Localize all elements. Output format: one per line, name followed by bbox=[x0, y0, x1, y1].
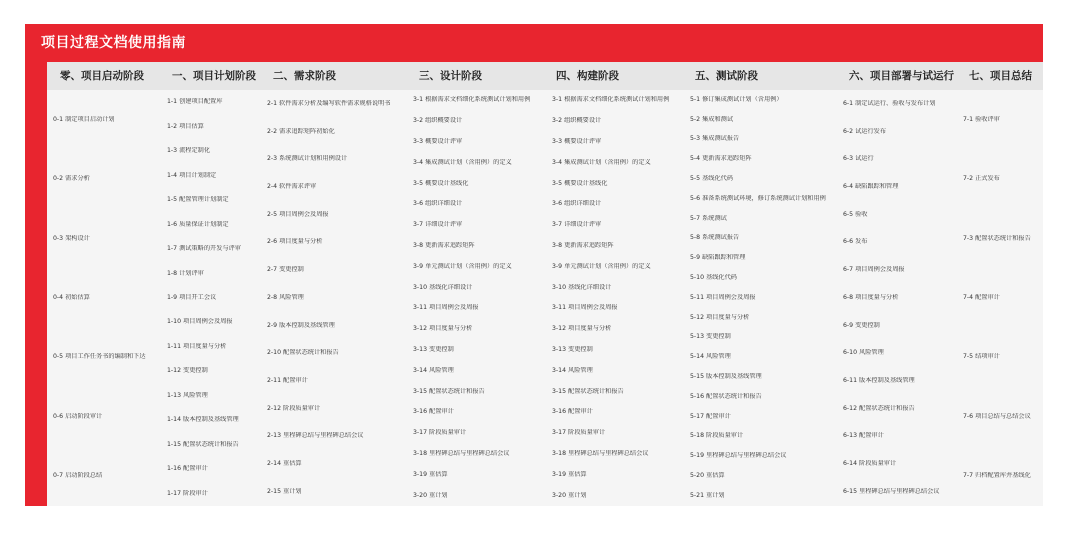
list-item: 2-14 重估算 bbox=[267, 460, 302, 468]
list-item: 6-12 配置状态统计和报告 bbox=[843, 404, 915, 412]
list-item: 2-12 阶段质量审计 bbox=[267, 404, 321, 412]
list-item: 1-16 配置审计 bbox=[167, 465, 208, 473]
list-item: 0-7 启动阶段总结 bbox=[53, 472, 103, 480]
list-item: 3-4 集成测试计划（含用例）的定义 bbox=[413, 158, 512, 166]
list-item: 1-7 测试策略的开发与评审 bbox=[167, 245, 241, 253]
list-item: 3-16 配置审计 bbox=[413, 408, 454, 416]
list-item: 6-10 风险管理 bbox=[843, 349, 884, 357]
list-item: 5-9 缺陷跟踪和管理 bbox=[690, 254, 746, 262]
list-item: 5-21 重计划 bbox=[690, 491, 725, 499]
list-item: 3-18 里程碑总结与里程碑总结会议 bbox=[552, 449, 649, 457]
list-item: 3-19 重估算 bbox=[552, 470, 587, 478]
phase-column-1 bbox=[167, 90, 265, 506]
list-item: 3-6 组织详细设计 bbox=[413, 200, 463, 208]
list-item: 5-19 里程碑总结与里程碑总结会议 bbox=[690, 452, 787, 460]
header-phase-4: 四、构建阶段 bbox=[556, 70, 619, 82]
list-item: 3-9 单元测试计划（含用例）的定义 bbox=[413, 262, 512, 270]
phase-column-5 bbox=[690, 90, 836, 506]
phase-column-3 bbox=[413, 90, 547, 506]
list-item: 2-2 需求追踪矩阵初始化 bbox=[267, 127, 335, 135]
list-item: 3-6 组织详细设计 bbox=[552, 200, 602, 208]
list-item: 2-4 软件需求评审 bbox=[267, 183, 317, 191]
table-header bbox=[47, 62, 1043, 90]
list-item: 5-2 集成和测试 bbox=[690, 115, 734, 123]
list-item: 7-3 配置状态统计和报告 bbox=[963, 234, 1031, 242]
list-item: 1-8 计划评审 bbox=[167, 269, 204, 277]
list-item: 5-5 基线化代码 bbox=[690, 175, 734, 183]
list-item: 3-3 概要设计评审 bbox=[413, 137, 463, 145]
list-item: 2-11 配置审计 bbox=[267, 377, 308, 385]
list-item: 0-4 初始估算 bbox=[53, 293, 90, 301]
page-title: 项目过程文档使用指南 bbox=[41, 35, 186, 51]
list-item: 2-1 软件需求分析及编写软件需求规格说明书 bbox=[267, 99, 391, 107]
list-item: 7-5 结项审计 bbox=[963, 353, 1000, 361]
list-item: 6-6 发布 bbox=[843, 238, 868, 246]
list-item: 5-16 配置状态统计和报告 bbox=[690, 392, 762, 400]
header-phase-0: 零、项目启动阶段 bbox=[60, 70, 144, 82]
list-item: 3-13 变更控制 bbox=[552, 345, 593, 353]
list-item: 7-1 验收评审 bbox=[963, 115, 1000, 123]
list-item: 3-17 阶段质量审计 bbox=[413, 429, 467, 437]
list-item: 2-9 版本控制及基线管理 bbox=[267, 321, 335, 329]
list-item: 1-9 项目开工会议 bbox=[167, 293, 217, 301]
list-item: 1-13 风险管理 bbox=[167, 391, 208, 399]
list-item: 1-15 配置状态统计和报告 bbox=[167, 440, 239, 448]
list-item: 0-1 制定项目启动计划 bbox=[53, 115, 115, 123]
list-item: 5-17 配置审计 bbox=[690, 412, 731, 420]
list-item: 5-14 风险管理 bbox=[690, 353, 731, 361]
list-item: 3-1 根据需求文档细化系统测试计划和用例 bbox=[552, 96, 670, 104]
guide-card bbox=[25, 24, 1043, 506]
list-item: 1-3 流程定制化 bbox=[167, 147, 211, 155]
list-item: 6-1 制定试运行、验收与发布计划 bbox=[843, 99, 936, 107]
header-phase-3: 三、设计阶段 bbox=[419, 70, 482, 82]
list-item: 3-7 详细设计评审 bbox=[552, 221, 602, 229]
list-item: 3-12 项目度量与分析 bbox=[552, 325, 612, 333]
list-item: 1-17 阶段审计 bbox=[167, 489, 208, 497]
list-item: 6-9 变更控制 bbox=[843, 321, 880, 329]
header-phase-2: 二、需求阶段 bbox=[273, 70, 336, 82]
list-item: 3-14 风险管理 bbox=[552, 366, 593, 374]
list-item: 5-20 重估算 bbox=[690, 472, 725, 480]
list-item: 3-20 重计划 bbox=[552, 491, 587, 499]
list-item: 3-15 配置状态统计和报告 bbox=[552, 387, 624, 395]
list-item: 6-3 试运行 bbox=[843, 155, 874, 163]
list-item: 2-6 项目度量与分析 bbox=[267, 238, 323, 246]
list-item: 2-7 变更控制 bbox=[267, 266, 304, 274]
list-item: 5-15 版本控制及基线管理 bbox=[690, 373, 762, 381]
list-item: 2-5 项目周例会及周报 bbox=[267, 210, 329, 218]
list-item: 3-18 里程碑总结与里程碑总结会议 bbox=[413, 449, 510, 457]
list-item: 1-5 配置管理计划制定 bbox=[167, 196, 229, 204]
phase-column-2 bbox=[267, 90, 407, 506]
list-item: 0-5 项目工作任务书的编制和下达 bbox=[53, 353, 146, 361]
list-item: 3-12 项目度量与分析 bbox=[413, 325, 473, 333]
list-item: 3-5 概要设计基线化 bbox=[413, 179, 469, 187]
list-item: 3-3 概要设计评审 bbox=[552, 137, 602, 145]
list-item: 3-4 集成测试计划（含用例）的定义 bbox=[552, 158, 651, 166]
phase-column-0 bbox=[53, 90, 161, 506]
list-item: 0-2 需求分析 bbox=[53, 175, 90, 183]
list-item: 3-10 基线化详细设计 bbox=[552, 283, 612, 291]
header-phase-1: 一、项目计划阶段 bbox=[172, 70, 256, 82]
list-item: 5-8 系统测试报告 bbox=[690, 234, 740, 242]
list-item: 7-7 归档配置库并基线化 bbox=[963, 472, 1031, 480]
list-item: 1-6 质量保证计划制定 bbox=[167, 220, 229, 228]
list-item: 3-10 基线化详细设计 bbox=[413, 283, 473, 291]
list-item: 2-10 配置状态统计和报告 bbox=[267, 349, 339, 357]
list-item: 2-8 风险管理 bbox=[267, 293, 304, 301]
list-item: 3-20 重计划 bbox=[413, 491, 448, 499]
list-item: 5-11 项目周例会及周报 bbox=[690, 293, 756, 301]
list-item: 2-15 重计划 bbox=[267, 487, 302, 495]
list-item: 5-18 阶段质量审计 bbox=[690, 432, 744, 440]
list-item: 3-17 阶段质量审计 bbox=[552, 429, 606, 437]
list-item: 3-8 更新需求追踪矩阵 bbox=[552, 241, 614, 249]
list-item: 1-4 项目计划制定 bbox=[167, 171, 217, 179]
phase-table bbox=[47, 62, 1043, 506]
list-item: 3-16 配置审计 bbox=[552, 408, 593, 416]
table-body bbox=[47, 90, 1043, 506]
list-item: 1-12 变更控制 bbox=[167, 367, 208, 375]
list-item: 7-2 正式发布 bbox=[963, 175, 1000, 183]
list-item: 0-6 启动阶段审计 bbox=[53, 412, 103, 420]
list-item: 2-3 系统测试计划和用例设计 bbox=[267, 155, 348, 163]
list-item: 3-2 组织概要设计 bbox=[552, 117, 602, 125]
list-item: 7-6 项目总结与总结会议 bbox=[963, 412, 1031, 420]
list-item: 3-7 详细设计评审 bbox=[413, 221, 463, 229]
list-item: 3-15 配置状态统计和报告 bbox=[413, 387, 485, 395]
list-item: 5-12 项目度量与分析 bbox=[690, 313, 750, 321]
list-item: 6-2 试运行发布 bbox=[843, 127, 887, 135]
list-item: 3-14 风险管理 bbox=[413, 366, 454, 374]
list-item: 3-5 概要设计基线化 bbox=[552, 179, 608, 187]
list-item: 1-11 项目度量与分析 bbox=[167, 342, 227, 350]
list-item: 5-3 集成测试报告 bbox=[690, 135, 740, 143]
list-item: 6-14 阶段质量审计 bbox=[843, 460, 897, 468]
header-phase-7: 七、项目总结 bbox=[969, 70, 1032, 82]
list-item: 6-11 版本控制及基线管理 bbox=[843, 377, 915, 385]
phase-column-4 bbox=[552, 90, 686, 506]
list-item: 1-1 创建项目配置库 bbox=[167, 98, 223, 106]
list-item: 7-4 配置审计 bbox=[963, 293, 1000, 301]
list-item: 3-13 变更控制 bbox=[413, 345, 454, 353]
list-item: 3-8 更新需求追踪矩阵 bbox=[413, 241, 475, 249]
list-item: 2-13 里程碑总结与里程碑总结会议 bbox=[267, 432, 364, 440]
list-item: 3-11 项目周例会及周报 bbox=[413, 304, 479, 312]
phase-column-6 bbox=[843, 90, 955, 506]
list-item: 5-1 修订集成测试计划（含用例） bbox=[690, 95, 783, 103]
list-item: 1-10 项目周例会及周报 bbox=[167, 318, 233, 326]
list-item: 6-4 缺陷跟踪和管理 bbox=[843, 183, 899, 191]
list-item: 1-2 项目估算 bbox=[167, 122, 204, 130]
list-item: 1-14 版本控制及基线管理 bbox=[167, 416, 239, 424]
list-item: 3-11 项目周例会及周报 bbox=[552, 304, 618, 312]
list-item: 6-5 验收 bbox=[843, 210, 868, 218]
list-item: 6-13 配置审计 bbox=[843, 432, 884, 440]
list-item: 5-4 更新需求追踪矩阵 bbox=[690, 155, 752, 163]
header-phase-6: 六、项目部署与试运行 bbox=[849, 70, 954, 82]
list-item: 3-9 单元测试计划（含用例）的定义 bbox=[552, 262, 651, 270]
list-item: 0-3 架构设计 bbox=[53, 234, 90, 242]
header-phase-5: 五、测试阶段 bbox=[695, 70, 758, 82]
list-item: 3-2 组织概要设计 bbox=[413, 117, 463, 125]
list-item: 5-7 系统测试 bbox=[690, 214, 727, 222]
list-item: 5-10 基线化代码 bbox=[690, 274, 737, 282]
phase-column-7 bbox=[963, 90, 1043, 506]
list-item: 3-1 根据需求文档细化系统测试计划和用例 bbox=[413, 96, 531, 104]
list-item: 5-13 变更控制 bbox=[690, 333, 731, 341]
list-item: 5-6 准备系统测试环境，修订系统测试计划和用例 bbox=[690, 194, 826, 202]
list-item: 6-8 项目度量与分析 bbox=[843, 293, 899, 301]
list-item: 3-19 重估算 bbox=[413, 470, 448, 478]
list-item: 6-7 项目周例会及周报 bbox=[843, 266, 905, 274]
list-item: 6-15 里程碑总结与里程碑总结会议 bbox=[843, 487, 940, 495]
